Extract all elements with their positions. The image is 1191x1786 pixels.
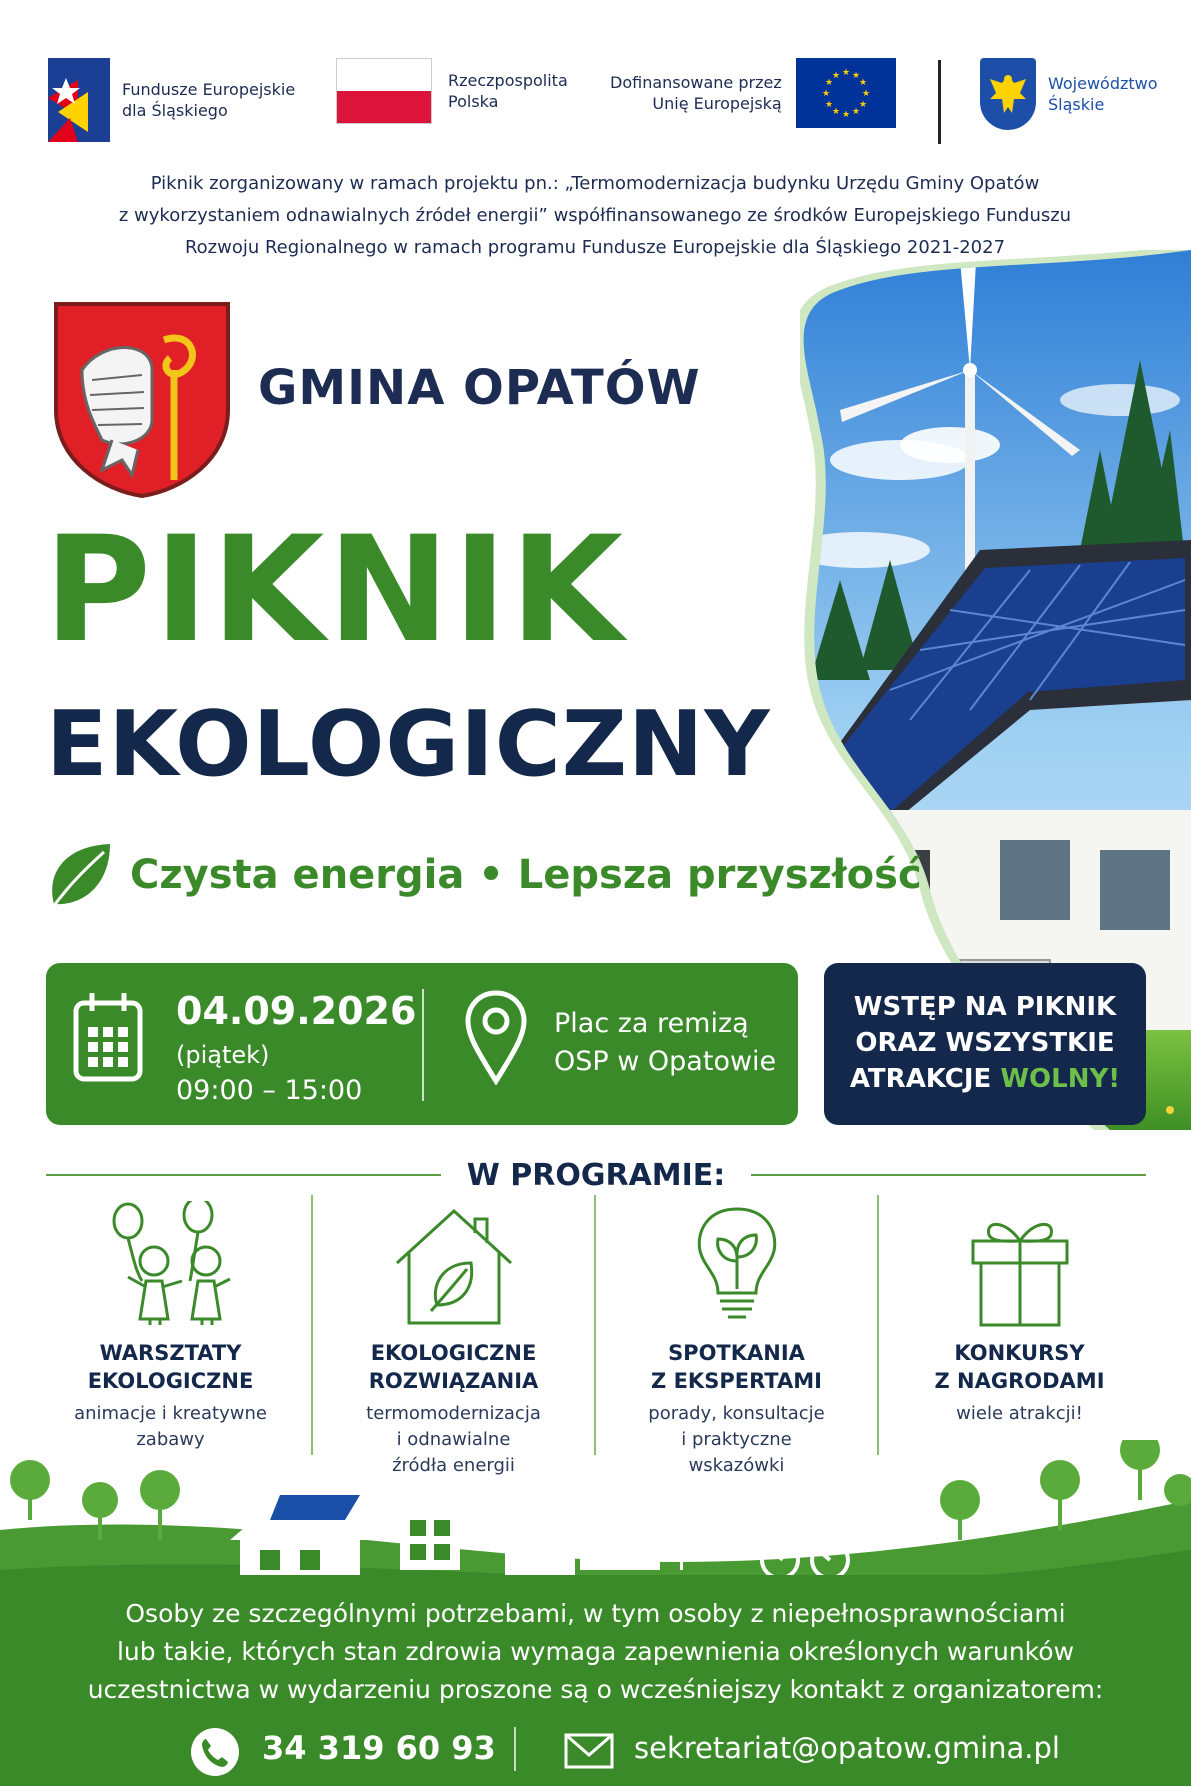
admission-line3-prefix: ATRAKCJE	[849, 1064, 1001, 1094]
gmina-name: GMINA OPATÓW	[258, 360, 701, 416]
lightbulb-icon	[672, 1201, 802, 1331]
eagle-shield-icon	[980, 58, 1036, 130]
program-title: W PROGRAMIE:	[466, 1157, 726, 1193]
phone-icon	[190, 1727, 240, 1777]
accessibility-note: Osoby ze szczególnymi potrzebami, w tym osoby z niepełnosprawnościami lub takie, których stan zdrowia wymaga zapewnienia określonych warunków uczestnictwa w wydarzeniu proszone są o wcześniejszy kontakt z organizatorem:	[87, 1599, 1104, 1704]
slaskie-logo-text: Województwo Śląskie	[1048, 74, 1158, 114]
program-item-desc: animacje i kreatywne zabawy	[74, 1403, 267, 1450]
project-info: Piknik zorganizowany w ramach projektu pn.: „Termomodernizacja budynku Urzędu Gminy Opatów z wykorzystaniem odnawialnych źródeł energii” współfinansowanego ze środków Europejskiego Funduszu Rozwoju Regionalnego w ramach programu Fundusze Europejskie dla Śląskiego 2021-2027	[118, 173, 1072, 258]
svg-text:★: ★	[851, 71, 860, 81]
program-item-desc: porady, konsultacje i praktyczne wskazówki	[648, 1403, 825, 1476]
svg-text:★: ★	[841, 68, 850, 78]
email-address[interactable]: sekretariat@opatow.gmina.pl	[634, 1731, 1060, 1765]
program-item	[311, 1195, 594, 1476]
poland-flag-icon	[336, 58, 432, 124]
svg-text:★: ★	[858, 78, 867, 88]
program-item	[877, 1195, 1160, 1455]
logo-bar	[48, 58, 1168, 148]
program-item-name: SPOTKANIA Z EKSPERTAMI	[651, 1341, 822, 1393]
title-piknik: PIKNIK	[44, 505, 627, 675]
calendar-icon	[72, 989, 144, 1085]
title-ekologiczny: EKOLOGICZNY	[46, 692, 771, 797]
slaskie-logo	[980, 58, 1158, 130]
svg-text:★: ★	[851, 107, 860, 117]
program-item-desc: wiele atrakcji!	[956, 1403, 1083, 1424]
event-hours: 09:00 – 15:00	[176, 1075, 363, 1106]
program-item	[594, 1195, 877, 1476]
event-date: 04.09.2026	[176, 989, 417, 1033]
svg-text:★: ★	[858, 100, 867, 110]
program-item	[30, 1195, 311, 1455]
svg-text:★: ★	[821, 89, 830, 99]
leaf-icon	[44, 840, 116, 916]
admission-line3	[824, 1061, 1146, 1097]
footer	[0, 1575, 1191, 1786]
fe-flag-icon	[48, 58, 110, 142]
gmina-crest-icon	[52, 300, 232, 498]
event-place: Plac za remizą OSP w Opatowie	[554, 1008, 777, 1077]
contact-divider	[514, 1727, 516, 1771]
svg-text:★: ★	[824, 100, 833, 110]
svg-text:★: ★	[841, 110, 850, 120]
contact-row	[0, 1723, 1191, 1773]
admission-line2: ORAZ WSZYSTKIE	[855, 1028, 1115, 1058]
program-item-name: WARSZTATY EKOLOGICZNE	[87, 1341, 254, 1393]
mail-icon	[564, 1733, 614, 1769]
fe-logo-text: Fundusze Europejskie dla Śląskiego	[122, 80, 296, 120]
program-item-desc: termomodernizacja i odnawialne źródła energii	[366, 1403, 541, 1476]
event-day: (piątek)	[176, 1041, 270, 1069]
logo-divider	[938, 60, 941, 144]
gift-icon	[955, 1201, 1085, 1331]
program-item-name: EKOLOGICZNE ROZWIĄZANIA	[368, 1341, 539, 1393]
eco-house-icon	[389, 1201, 519, 1331]
admission-line1: WSTĘP NA PIKNIK	[853, 992, 1117, 1022]
pl-logo	[336, 58, 568, 124]
slogan: Czysta energia • Lepsza przyszłość	[130, 852, 922, 898]
info-divider	[422, 989, 424, 1101]
svg-text:★: ★	[831, 71, 840, 81]
program-item-name: KONKURSY Z NAGRODAMI	[934, 1341, 1105, 1393]
svg-text:★: ★	[861, 89, 870, 99]
phone-number[interactable]: 34 319 60 93	[262, 1729, 496, 1767]
eu-flag-icon	[796, 58, 896, 128]
program-header	[46, 1155, 1146, 1195]
admission-free: WOLNY!	[1000, 1064, 1121, 1094]
eu-logo	[610, 58, 896, 128]
children-balloons-icon	[106, 1201, 236, 1331]
eu-logo-text: Dofinansowane przez Unię Europejską	[610, 73, 782, 113]
event-info-box	[46, 963, 798, 1125]
program-list	[30, 1195, 1160, 1476]
location-pin-icon	[464, 989, 528, 1085]
svg-text:★: ★	[824, 78, 833, 88]
program-line-left	[46, 1174, 441, 1176]
admission-box	[824, 963, 1146, 1125]
pl-logo-text: Rzeczpospolita Polska	[448, 71, 568, 111]
svg-text:★: ★	[831, 107, 840, 117]
fe-logo	[48, 58, 295, 142]
program-line-right	[751, 1174, 1146, 1176]
